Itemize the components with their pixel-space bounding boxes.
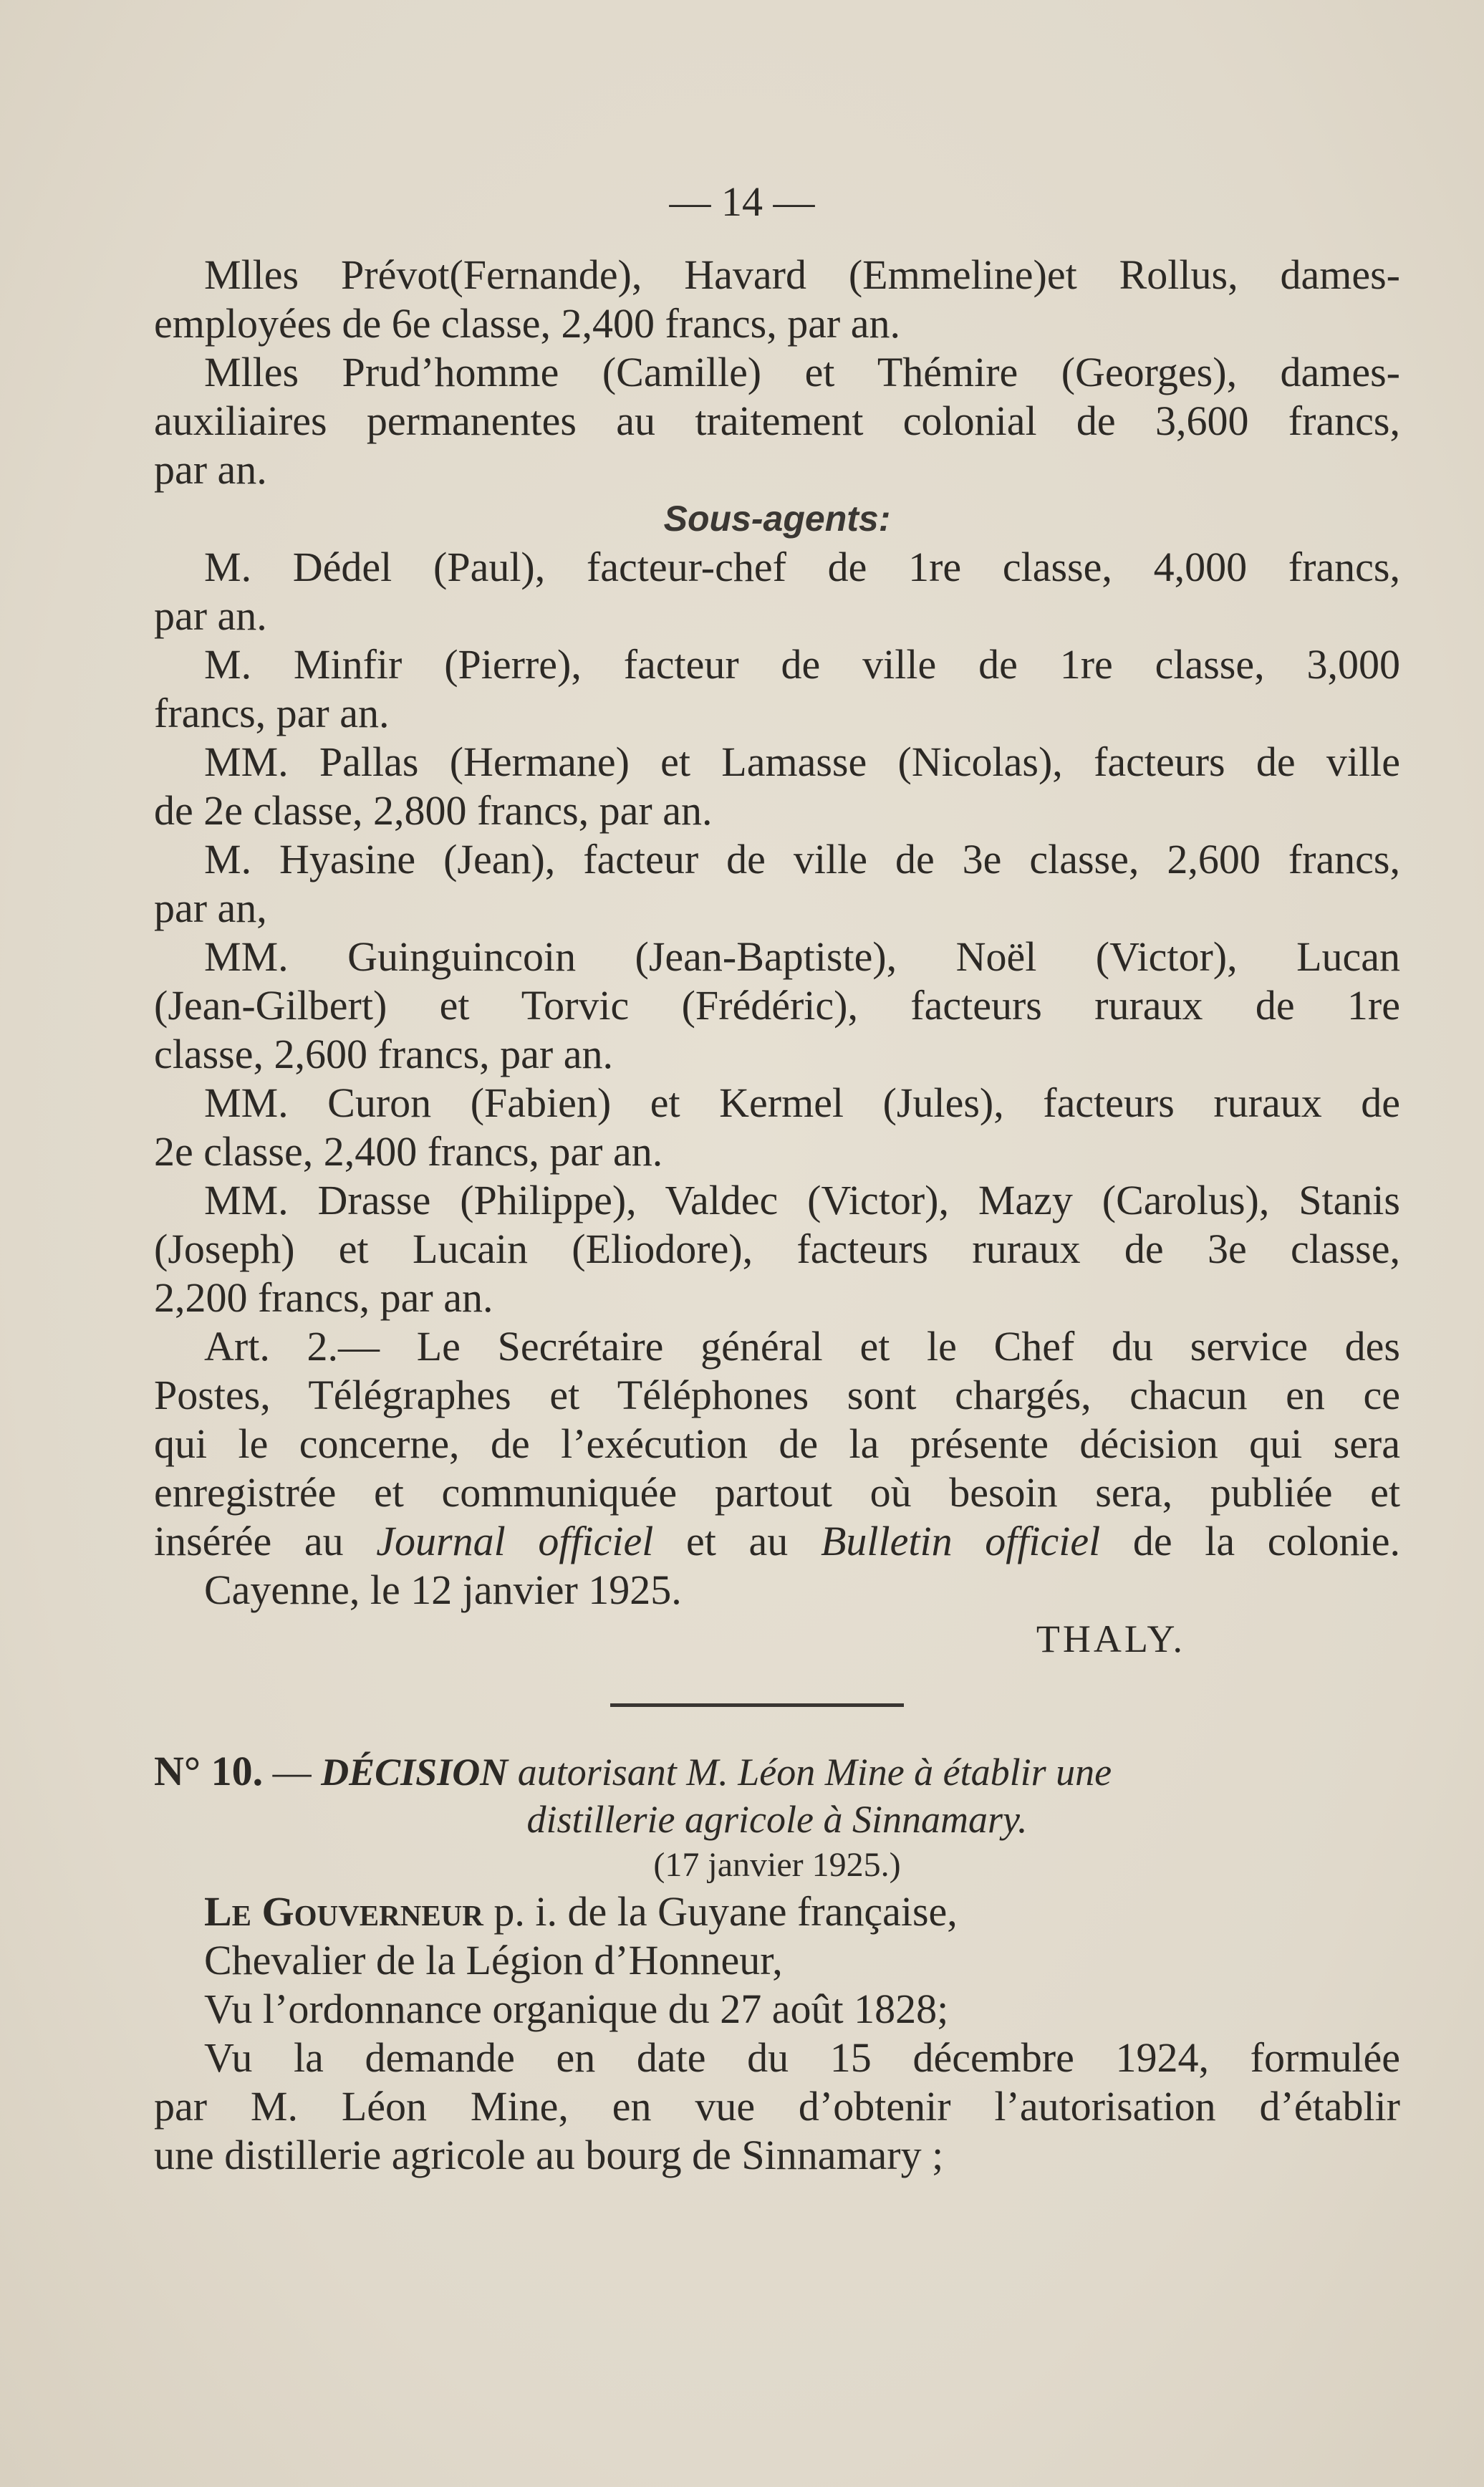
- bulletin-officiel: Bulletin officiel: [820, 1518, 1101, 1564]
- text-line: par an,: [154, 885, 267, 931]
- text-line: (Jean-Gilbert) et Torvic (Frédéric), facteurs ruraux de 1re: [154, 982, 1400, 1029]
- text-line: MM. Pallas (Hermane) et Lamasse (Nicolas), facteurs de ville: [204, 739, 1400, 785]
- gouverneur-line: par M. Léon Mine, en vue d’obtenir l’autorisation d’établir: [154, 2083, 1400, 2130]
- decision-date: (17 janvier 1925.): [653, 1846, 901, 1884]
- gouverneur-line: Vu l’ordonnance organique du 27 août 1828;: [204, 1986, 949, 2032]
- text-line: M. Hyasine (Jean), facteur de ville de 3e classe, 2,600 francs,: [204, 836, 1400, 882]
- text-line: employées de 6e classe, 2,400 francs, par an.: [154, 300, 900, 347]
- decision-block: [154, 1748, 1400, 2180]
- date-line: Cayenne, le 12 janvier 1925.: [204, 1567, 682, 1613]
- decision-title-bold: DÉCISION: [321, 1751, 509, 1794]
- gouverneur-line: Vu la demande en date du 15 décembre 1924, formulée: [204, 2034, 1400, 2081]
- text-line: auxiliaires permanentes au traitement colonial de 3,600 francs,: [154, 398, 1400, 444]
- text-line: MM. Drasse (Philippe), Valdec (Victor), Mazy (Carolus), Stanis: [204, 1177, 1400, 1223]
- gouverneur-line: Le Gouverneur p. i. de la Guyane française,: [204, 1888, 958, 1935]
- text-line: francs, par an.: [154, 690, 390, 736]
- text-line: M. Minfir (Pierre), facteur de ville de 1re classe, 3,000: [204, 641, 1400, 688]
- text-line: M. Dédel (Paul), facteur-chef de 1re classe, 4,000 francs,: [204, 544, 1400, 590]
- text-line: MM. Curon (Fabien) et Kermel (Jules), facteurs ruraux de: [204, 1079, 1400, 1126]
- decision-title: N° 10. — DÉCISION autorisant M. Léon Mine à établir une: [154, 1748, 1112, 1794]
- separator-rule: [610, 1703, 904, 1707]
- gouverneur-line: Chevalier de la Légion d’Honneur,: [204, 1937, 783, 1983]
- text-line: qui le concerne, de l’exécution de la présente décision qui sera: [154, 1420, 1400, 1467]
- text-line: 2e classe, 2,400 francs, par an.: [154, 1128, 663, 1175]
- decision-number: N° 10.: [154, 1748, 264, 1794]
- text-line: Mlles Prévot(Fernande), Havard (Emmeline)et Rollus, dames-: [204, 251, 1400, 298]
- gouverneur-line: une distillerie agricole au bourg de Sinnamary ;: [154, 2132, 944, 2178]
- signature: THALY.: [1036, 1617, 1185, 1660]
- text-line: enregistrée et communiquée partout où besoin sera, publiée et: [154, 1469, 1400, 1516]
- text-block-1: [154, 251, 1400, 1663]
- text-line: (Joseph) et Lucain (Eliodore), facteurs ruraux de 3e classe,: [154, 1226, 1400, 1272]
- section-heading: Sous-agents:: [663, 499, 891, 539]
- decision-title-line2: distillerie agricole à Sinnamary.: [526, 1798, 1028, 1841]
- page-number: — 14 —: [669, 178, 815, 225]
- text-line: Art. 2.— Le Secrétaire général et le Chef du service des: [204, 1323, 1400, 1370]
- final-line: insérée au Journal officiel et au Bulletin officiel de la colonie.: [154, 1518, 1400, 1564]
- text-line: classe, 2,600 francs, par an.: [154, 1031, 613, 1077]
- text-line: Mlles Prud’homme (Camille) et Thémire (Georges), dames-: [204, 349, 1400, 395]
- text-line: 2,200 francs, par an.: [154, 1274, 493, 1321]
- gouverneur-label: Le Gouverneur: [204, 1888, 483, 1935]
- text-line: par an.: [154, 446, 267, 493]
- text-line: Postes, Télégraphes et Téléphones sont chargés, chacun en ce: [154, 1372, 1400, 1418]
- text-line: par an.: [154, 592, 267, 639]
- text-line: de 2e classe, 2,800 francs, par an.: [154, 787, 713, 834]
- text-line: MM. Guinguincoin (Jean-Baptiste), Noël (Victor), Lucan: [204, 933, 1400, 980]
- journal-officiel: Journal officiel: [376, 1518, 654, 1564]
